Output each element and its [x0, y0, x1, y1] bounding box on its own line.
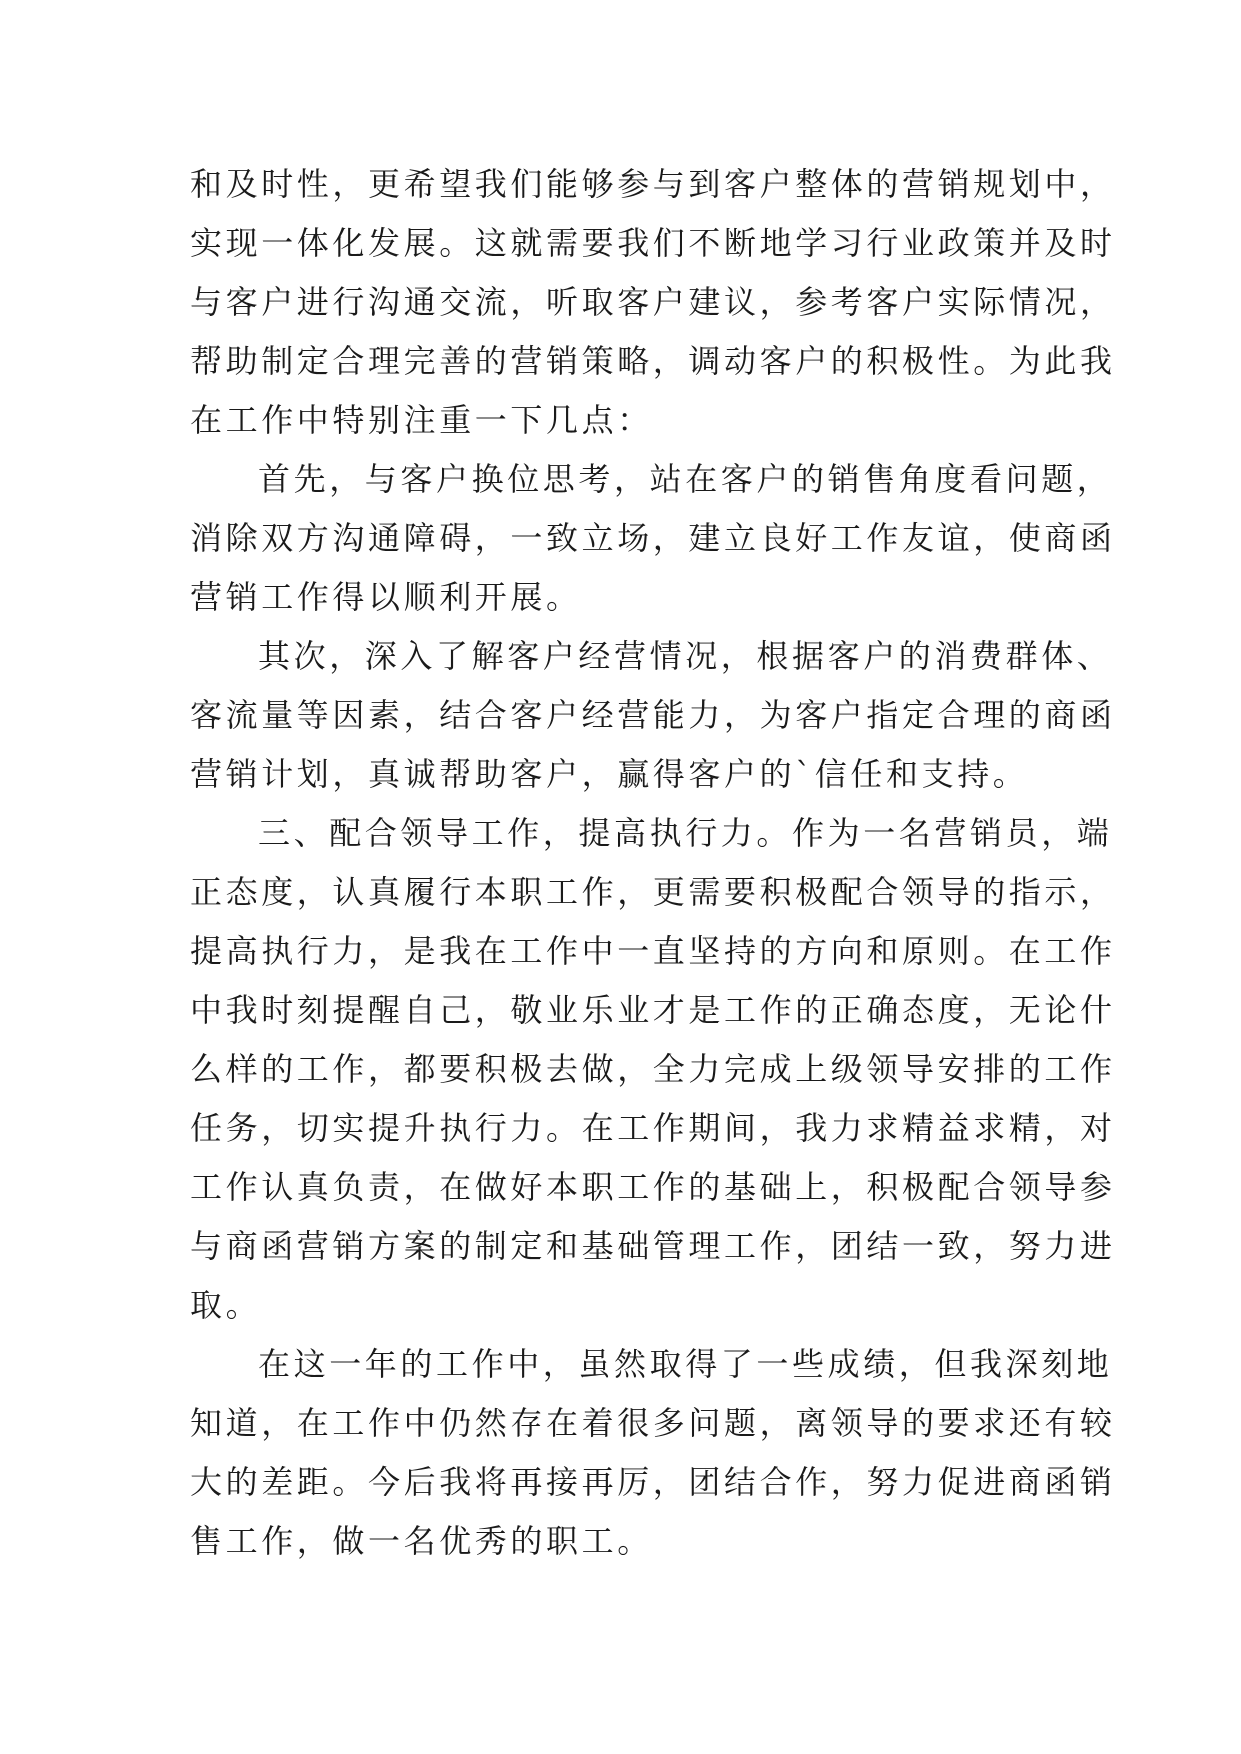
text-line: 其次，深入了解客户经营情况，根据客户的消费群体、: [258, 637, 1113, 675]
body-text: [190, 155, 1116, 1571]
text-line: 正态度，认真履行本职工作，更需要积极配合领导的指示，: [190, 873, 1116, 911]
text-line: 在工作中特别注重一下几点：: [190, 401, 653, 439]
text-line: 在这一年的工作中，虽然取得了一些成绩，但我深刻地: [258, 1345, 1113, 1383]
text-line: 与客户进行沟通交流，听取客户建议，参考客户实际情况，: [190, 283, 1116, 321]
text-line: 知道，在工作中仍然存在着很多问题，离领导的要求还有较: [190, 1404, 1116, 1442]
text-line: 和及时性，更希望我们能够参与到客户整体的营销规划中，: [190, 165, 1116, 203]
text-line: 客流量等因素，结合客户经营能力，为客户指定合理的商函: [190, 696, 1116, 734]
text-line: 取。: [190, 1286, 262, 1324]
text-line: 实现一体化发展。这就需要我们不断地学习行业政策并及时: [190, 224, 1116, 262]
text-line: 三、配合领导工作，提高执行力。作为一名营销员，端: [258, 814, 1113, 852]
text-line: 首先，与客户换位思考，站在客户的销售角度看问题，: [258, 460, 1113, 498]
text-line: 消除双方沟通障碍，一致立场，建立良好工作友谊，使商函: [190, 519, 1116, 557]
paragraph: [190, 450, 1116, 627]
text-line: 中我时刻提醒自己，敬业乐业才是工作的正确态度，无论什: [190, 991, 1116, 1029]
text-line: 提高执行力，是我在工作中一直坚持的方向和原则。在工作: [190, 932, 1116, 970]
paragraph: [190, 155, 1116, 450]
text-line: 营销计划，真诚帮助客户，赢得客户的`信任和支持。: [190, 755, 1029, 793]
text-line: 与商函营销方案的制定和基础管理工作，团结一致，努力进: [190, 1227, 1116, 1265]
text-line: 任务，切实提升执行力。在工作期间，我力求精益求精，对: [190, 1109, 1116, 1147]
text-line: 么样的工作，都要积极去做，全力完成上级领导安排的工作: [190, 1050, 1116, 1088]
text-line: 帮助制定合理完善的营销策略，调动客户的积极性。为此我: [190, 342, 1116, 380]
text-line: 营销工作得以顺利开展。: [190, 578, 582, 616]
text-line: 大的差距。今后我将再接再厉，团结合作，努力促进商函销: [190, 1463, 1116, 1501]
paragraph: [190, 627, 1116, 804]
text-line: 售工作，做一名优秀的职工。: [190, 1522, 653, 1560]
paragraph: [190, 804, 1116, 1335]
paragraph: [190, 1335, 1116, 1571]
text-line: 工作认真负责，在做好本职工作的基础上，积极配合领导参: [190, 1168, 1116, 1206]
